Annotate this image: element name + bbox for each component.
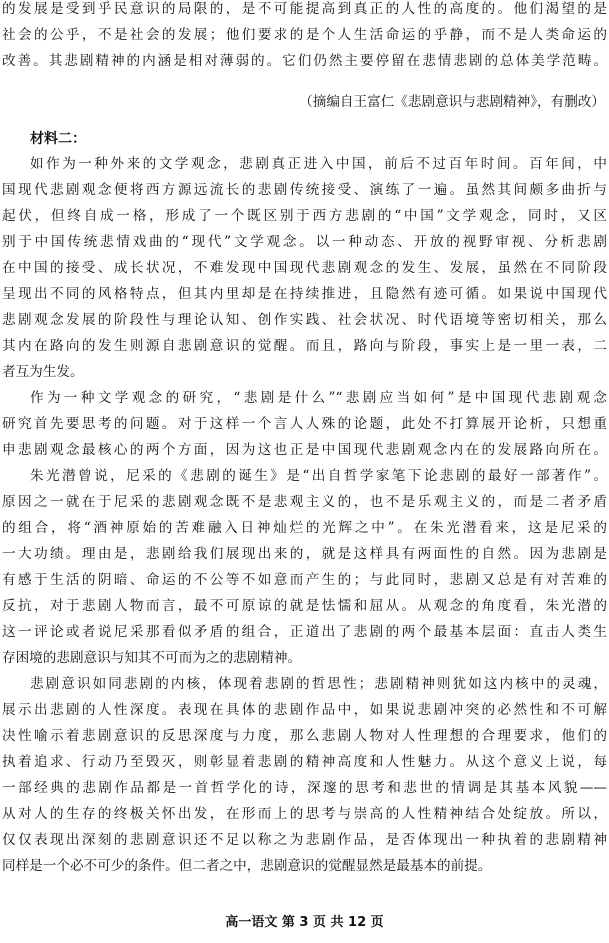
text-line: 同样是一个必不可少的条件。但二者之中，悲剧意识的觉醒显然是最基本的前提。 [2, 858, 492, 874]
text-line: 国现代悲剧观念便将西方源远流长的悲剧传统接受、演练了一遍。虽然其间颇多曲折与 [2, 182, 607, 198]
page-footer: 高一语文 第 3 页 共 12 页 [225, 915, 384, 930]
text-line: 决性喻示着悲剧意识的反思深度与力度，那么悲剧人物对人性理想的合理要求，他们的 [2, 728, 607, 744]
text-line: 起伏，但终自成一格，形成了一个既区别于西方悲剧的“中国”文学观念，同时，又区 [2, 208, 607, 224]
text-line: 研究首先要思考的问题。对于这样一个言人人殊的论题，此处不打算展开论析，只想重 [2, 416, 607, 432]
text-line: 原因之一就在于尼采的悲剧观念既不是悲观主义的，也不是乐观主义的，而是二者矛盾 [2, 494, 607, 510]
text-line: 的组合，将“酒神原始的苦难融入日神灿烂的光辉之中”。在朱光潜看来，这是尼采的 [2, 520, 607, 536]
section-heading: 材料二： [30, 131, 86, 147]
text-line: 一大功绩。理由是，悲剧给我们展现出来的，就是这样具有两面性的自然。因为悲剧是 [2, 546, 607, 562]
text-line: 有感于生活的阴暗、命运的不公等不如意而产生的；与此同时，悲剧又总是有对苦难的 [2, 572, 607, 588]
source-citation: （摘编自王富仁《悲剧意识与悲剧精神》，有删改） [299, 94, 605, 110]
text-line: 在中国的接受、成长状况，不难发现中国现代悲剧观念的发生、发展，虽然在不同阶段 [2, 260, 607, 276]
text-line: 执着追求、行动乃至毁灭，则彰显着悲剧的精神高度和人性魅力。从这个意义上说，每 [2, 754, 607, 770]
text-line: 存困境的悲剧意识与知其不可而为之的悲剧精神。 [2, 650, 302, 666]
text-line: 反抗，对于悲剧人物而言，最不可原谅的就是怯懦和屈从。从观念的角度看，朱光潜的 [2, 598, 607, 614]
text-line: 改善。其悲剧精神的内涵是相对薄弱的。它们仍然主要停留在悲情悲剧的总体美学范畴。 [2, 53, 607, 69]
text-line: 朱光潜曾说，尼采的《悲剧的诞生》是“出自哲学家笔下论悲剧的最好一部著作”。 [30, 468, 607, 484]
text-line: 这一评论或者说尼采那看似矛盾的组合，正道出了悲剧的两个最基本层面：直击人类生 [2, 624, 607, 640]
text-line: 作为一种文学观念的研究，“悲剧是什么”“悲剧应当如何”是中国现代悲剧观念 [30, 390, 607, 406]
text-line: 悲剧意识如同悲剧的内核，体现着悲剧的哲思性；悲剧精神则犹如这内核中的灵魂， [30, 676, 607, 692]
text-line: 其内在路向的发生则源自悲剧意识的觉醒。而且，路向与阶段，事实上是一里一表，二 [2, 338, 607, 354]
text-line: 如作为一种外来的文学观念，悲剧真正进入中国，前后不过百年时间。百年间，中 [30, 156, 607, 172]
text-line: 仅仅表现出深刻的悲剧意识还不足以称之为悲剧作品，是否体现出一种执着的悲剧精神 [2, 832, 607, 848]
text-line: 者互为生发。 [2, 364, 84, 380]
text-line: 申悲剧观念最核心的两个方面，因为这也正是中国现代悲剧观念内在的发展路向所在。 [2, 442, 607, 458]
text-line: 的发展是受到乎民意识的局限的，是不可能提高到真正的人性的高度的。他们渴望的是 [2, 1, 607, 17]
text-line: 从对人的生存的终极关怀出发，在形而上的思考与崇高的人性精神结合处绽放。所以， [2, 806, 607, 822]
text-line: 悲剧观念发展的阶段性与理论认知、创作实践、社会状况、时代语境等密切相关，那么 [2, 312, 607, 328]
text-line: 呈现出不同的风格特点，但其内里却是在持续推进，且隐然有迹可循。如果说中国现代 [2, 286, 607, 302]
text-line: 别于中国传统悲情戏曲的“现代”文学观念。以一种动态、开放的视野审视、分析悲剧 [2, 234, 607, 250]
text-line: 一部经典的悲剧作品都是一首哲学化的诗，深邃的思考和悲世的情调是其基本风貌—— [2, 780, 607, 796]
text-line: 社会的公乎，不是社会的发展；他们要求的是个人生活命运的乎静，而不是人类命运的 [2, 27, 607, 43]
text-line: 展示出悲剧的人性深度。表现在具体的悲剧作品中，如果说悲剧冲突的必然性和不可解 [2, 702, 607, 718]
